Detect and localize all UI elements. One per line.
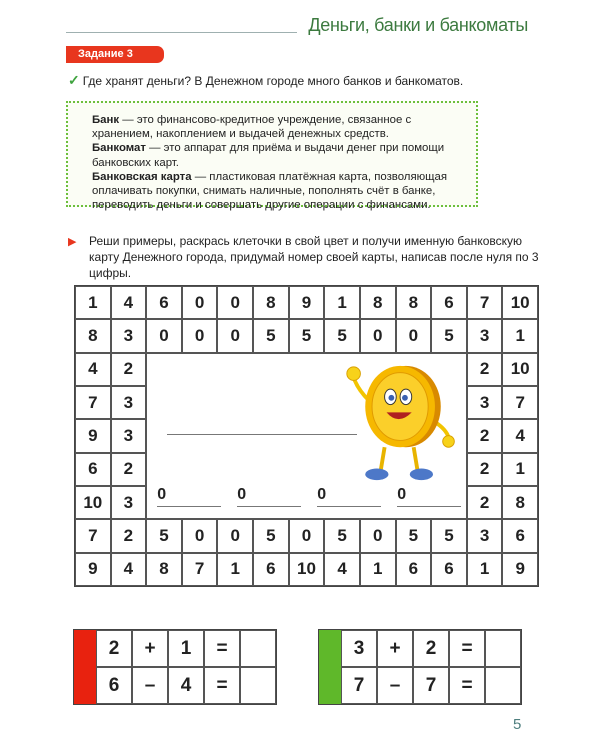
- expression-cell: 6: [96, 667, 132, 704]
- grid-cell[interactable]: 2: [467, 419, 503, 452]
- expression-cell: +: [377, 630, 413, 667]
- grid-cell[interactable]: 3: [111, 419, 147, 452]
- grid-cell[interactable]: 0: [182, 286, 218, 319]
- grid-cell[interactable]: 5: [253, 519, 289, 552]
- card-number-group[interactable]: [397, 486, 461, 510]
- term: Банк: [92, 114, 120, 126]
- grid-cell[interactable]: 4: [502, 419, 538, 452]
- grid-cell[interactable]: 4: [324, 553, 360, 586]
- grid-cell[interactable]: 0: [396, 319, 432, 352]
- expression-cell: –: [377, 667, 413, 704]
- card-number-group[interactable]: [317, 486, 381, 510]
- zero-prefix: 0: [237, 485, 247, 503]
- expression-cell: 4: [168, 667, 204, 704]
- grid-cell[interactable]: 3: [467, 519, 503, 552]
- expression-cell: –: [132, 667, 168, 704]
- term: Банкомат: [92, 142, 146, 155]
- card-number-group[interactable]: [237, 486, 301, 510]
- color-swatch: [319, 630, 341, 704]
- grid-cell[interactable]: 9: [75, 419, 111, 452]
- definition-text: — пластиковая платёжная карта, позволяющая оплачивать покупки, снимать наличные, пополнять счёт в банке, переводить деньги и совершать другие операции с финансами.: [92, 170, 448, 212]
- grid-cell[interactable]: 2: [111, 453, 147, 486]
- task-badge: Задание 3: [66, 46, 164, 63]
- grid-cell[interactable]: 6: [146, 286, 182, 319]
- grid-cell[interactable]: 10: [289, 553, 325, 586]
- grid-cell[interactable]: 6: [253, 553, 289, 586]
- grid-cell[interactable]: 1: [217, 553, 253, 586]
- grid-cell[interactable]: 1: [360, 553, 396, 586]
- grid-cell[interactable]: 8: [502, 486, 538, 519]
- grid-cell[interactable]: 7: [467, 286, 503, 319]
- grid-cell[interactable]: 0: [360, 519, 396, 552]
- page-title: Деньги, банки и банкоматы: [308, 15, 528, 35]
- grid-cell[interactable]: 5: [289, 319, 325, 352]
- answer-cell[interactable]: [240, 667, 276, 704]
- example-card-green: [318, 629, 522, 705]
- grid-cell[interactable]: 2: [111, 519, 147, 552]
- grid-cell[interactable]: 2: [467, 453, 503, 486]
- grid-cell[interactable]: 0: [182, 319, 218, 352]
- grid-cell[interactable]: 5: [253, 319, 289, 352]
- grid-cell[interactable]: 6: [431, 286, 467, 319]
- answer-cell[interactable]: [485, 630, 521, 667]
- grid-cell[interactable]: 7: [502, 386, 538, 419]
- grid-cell[interactable]: 5: [324, 519, 360, 552]
- grid-cell[interactable]: 8: [360, 286, 396, 319]
- definition-text: — это финансово-кредитное учреждение, связанное с хранением, накоплением и выдачей денежных средств.: [92, 114, 412, 141]
- definition-bank: [92, 113, 462, 141]
- header-rule: [66, 32, 297, 33]
- grid-cell[interactable]: 8: [396, 286, 432, 319]
- number-grid: [74, 285, 539, 587]
- grid-cell[interactable]: 3: [111, 386, 147, 419]
- grid-cell[interactable]: 6: [75, 453, 111, 486]
- grid-cell[interactable]: 5: [431, 519, 467, 552]
- grid-cell[interactable]: 8: [146, 553, 182, 586]
- grid-cell[interactable]: 3: [467, 319, 503, 352]
- grid-cell[interactable]: 5: [324, 319, 360, 352]
- page-number: 5: [513, 716, 522, 733]
- grid-cell[interactable]: 6: [502, 519, 538, 552]
- task-question: [68, 72, 463, 89]
- color-swatch: [74, 630, 96, 704]
- instruction: [68, 233, 548, 281]
- grid-cell[interactable]: 1: [502, 319, 538, 352]
- grid-cell[interactable]: 3: [111, 486, 147, 519]
- expression-cell: +: [132, 630, 168, 667]
- answer-cell[interactable]: [485, 667, 521, 704]
- grid-cell[interactable]: 10: [75, 486, 111, 519]
- grid-cell[interactable]: 0: [217, 519, 253, 552]
- grid-cell[interactable]: 9: [502, 553, 538, 586]
- grid-cell[interactable]: 6: [431, 553, 467, 586]
- grid-cell[interactable]: 2: [467, 353, 503, 386]
- grid-cell[interactable]: 4: [111, 553, 147, 586]
- grid-cell[interactable]: 1: [324, 286, 360, 319]
- grid-cell[interactable]: 4: [111, 286, 147, 319]
- checkmark-icon: ✓: [68, 72, 80, 88]
- grid-cell[interactable]: 0: [217, 319, 253, 352]
- grid-cell[interactable]: 10: [502, 286, 538, 319]
- grid-cell[interactable]: 7: [182, 553, 218, 586]
- question-text: Где хранят деньги? В Денежном городе много банков и банкоматов.: [82, 74, 464, 88]
- definition-text: — это аппарат для приёма и выдачи денег при помощи банковских карт.: [92, 142, 445, 169]
- expression-cell: 3: [341, 630, 377, 667]
- expression-cell: 2: [413, 630, 449, 667]
- grid-cell[interactable]: 7: [75, 386, 111, 419]
- arrow-right-icon: ▶: [68, 236, 77, 248]
- coin-mascot-illustration: [345, 362, 461, 484]
- grid-cell[interactable]: 0: [217, 286, 253, 319]
- grid-cell[interactable]: 8: [253, 286, 289, 319]
- grid-cell[interactable]: 4: [75, 353, 111, 386]
- expression-cell: =: [204, 667, 240, 704]
- card-number-group[interactable]: [157, 486, 221, 510]
- grid-cell[interactable]: 0: [182, 519, 218, 552]
- expression-cell: =: [449, 630, 485, 667]
- expression-cell: 7: [341, 667, 377, 704]
- grid-cell[interactable]: 10: [502, 353, 538, 386]
- example-card-red: [73, 629, 277, 705]
- grid-cell[interactable]: 2: [467, 486, 503, 519]
- expression-cell: 7: [413, 667, 449, 704]
- definition-bank-card: [92, 170, 462, 213]
- grid-cell[interactable]: 6: [396, 553, 432, 586]
- grid-cell[interactable]: 9: [75, 553, 111, 586]
- grid-cell[interactable]: 7: [75, 519, 111, 552]
- expression-cell: 2: [96, 630, 132, 667]
- card-area: [146, 353, 467, 520]
- zero-prefix: 0: [317, 485, 327, 503]
- instruction-text: Реши примеры, раскрась клеточки в свой цвет и получи именную банковскую карту Денежного города, придумай номер своей карты, написав после нуля по 3 цифры.: [89, 234, 539, 280]
- definitions-box: [66, 101, 478, 212]
- grid-cell[interactable]: 1: [467, 553, 503, 586]
- name-line[interactable]: [167, 434, 357, 435]
- grid-cell[interactable]: 1: [502, 453, 538, 486]
- grid-cell[interactable]: 9: [289, 286, 325, 319]
- grid-cell[interactable]: 3: [467, 386, 503, 419]
- grid-cell[interactable]: 3: [111, 319, 147, 352]
- grid-cell[interactable]: 5: [431, 319, 467, 352]
- definition-atm: [92, 141, 462, 169]
- term: Банковская карта: [92, 170, 192, 183]
- answer-cell[interactable]: [240, 630, 276, 667]
- zero-prefix: 0: [397, 485, 407, 503]
- grid-cell[interactable]: 2: [111, 353, 147, 386]
- expression-cell: =: [449, 667, 485, 704]
- zero-prefix: 0: [157, 485, 167, 503]
- grid-cell[interactable]: 1: [75, 286, 111, 319]
- grid-cell[interactable]: 0: [146, 319, 182, 352]
- grid-cell[interactable]: 8: [75, 319, 111, 352]
- grid-cell[interactable]: 0: [289, 519, 325, 552]
- expression-cell: =: [204, 630, 240, 667]
- grid-cell[interactable]: 5: [396, 519, 432, 552]
- grid-cell[interactable]: 0: [360, 319, 396, 352]
- expression-cell: 1: [168, 630, 204, 667]
- grid-cell[interactable]: 5: [146, 519, 182, 552]
